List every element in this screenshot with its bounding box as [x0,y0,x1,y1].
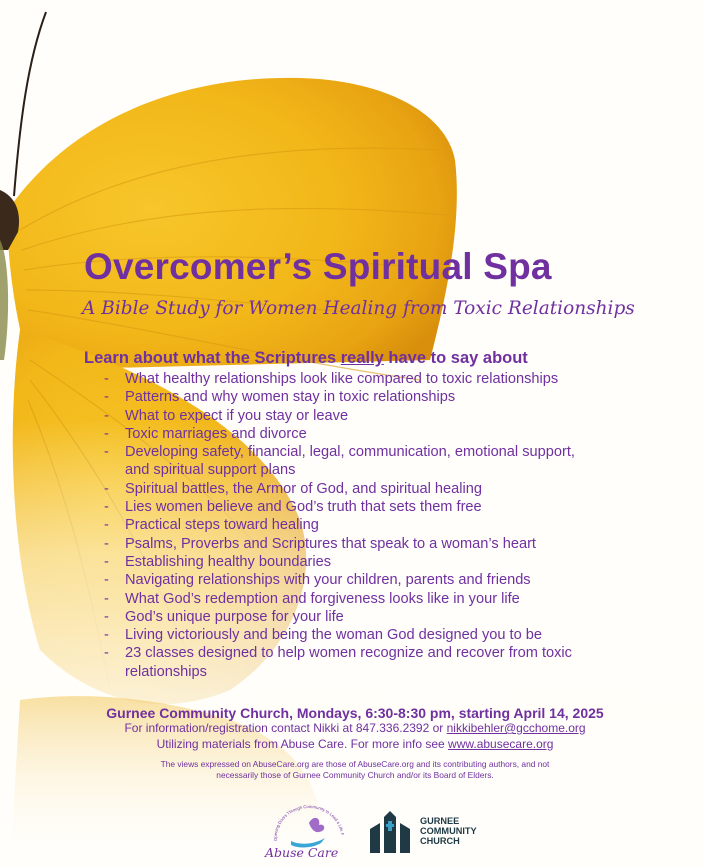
schedule-line: Gurnee Community Church, Mondays, 6:30-8:30 pm, starting April 14, 2025 [106,705,604,721]
list-item: - Psalms, Proverbs and Scriptures that speak to a woman’s heart [104,535,536,552]
intro-emphasis: really [340,349,384,367]
contact-line: For information/registration contact Nikki at 847.336.2392 or nikkibehler@gcchome.org [124,721,586,735]
list-item: - Patterns and why women stay in toxic relationships [104,389,456,406]
list-item: - What healthy relationships look like compared to toxic relationships [104,371,559,387]
materials-line: Utilizing materials from Abuse Care. For more info see www.abusecare.org [156,737,554,751]
topic-list [100,370,600,681]
abuse-care-name: Abuse Care [265,845,339,860]
page-title: Overcomer’s Spiritual Spa [84,246,552,287]
butterfly-icon [309,818,324,832]
contact-email-link[interactable]: nikkibehler@gcchome.org [446,721,586,735]
church-building-icon [370,811,410,853]
list-item: - God’s unique purpose for your life [104,608,344,625]
list-item: - 23 classes designed to help women recognize and recover from toxic relationships [104,645,572,680]
list-item: - What to expect if you stay or leave [104,407,349,424]
disclaimer: The views expressed on AbuseCare.org are those of AbuseCare.org and its contributing authors, and not necessarily those of Gurnee Community Church and/or its Board of Elders. [160,759,550,780]
list-item: - Living victoriously and being the woman God designed you to be [104,627,542,644]
list-item: - What God’s redemption and forgiveness looks like in your life [104,590,520,607]
intro-heading: Learn about what the Scriptures really have to say about [84,349,528,367]
list-item: - Lies women believe and God’s truth that sets them free [104,499,482,516]
abuse-care-logo [255,805,355,865]
list-item: - Navigating relationships with your children, parents and friends [104,572,531,589]
list-item: - Developing safety, financial, legal, communication, emotional support, and spiritual support plans [104,444,575,479]
gurnee-church-name: GURNEE COMMUNITY CHURCH [420,816,477,846]
page-subtitle: A Bible Study for Women Healing from Toxic Relationships [82,298,635,319]
list-item: - Toxic marriages and divorce [104,425,307,442]
abusecare-link[interactable]: www.abusecare.org [448,737,554,751]
list-item: - Practical steps toward healing [104,517,319,534]
list-item: - Spiritual battles, the Armor of God, and spiritual healing [104,480,482,497]
abuse-care-tagline: Opening Doors Through Community to Lead a Life F [272,805,346,842]
list-item: - Establishing healthy boundaries [104,553,332,570]
